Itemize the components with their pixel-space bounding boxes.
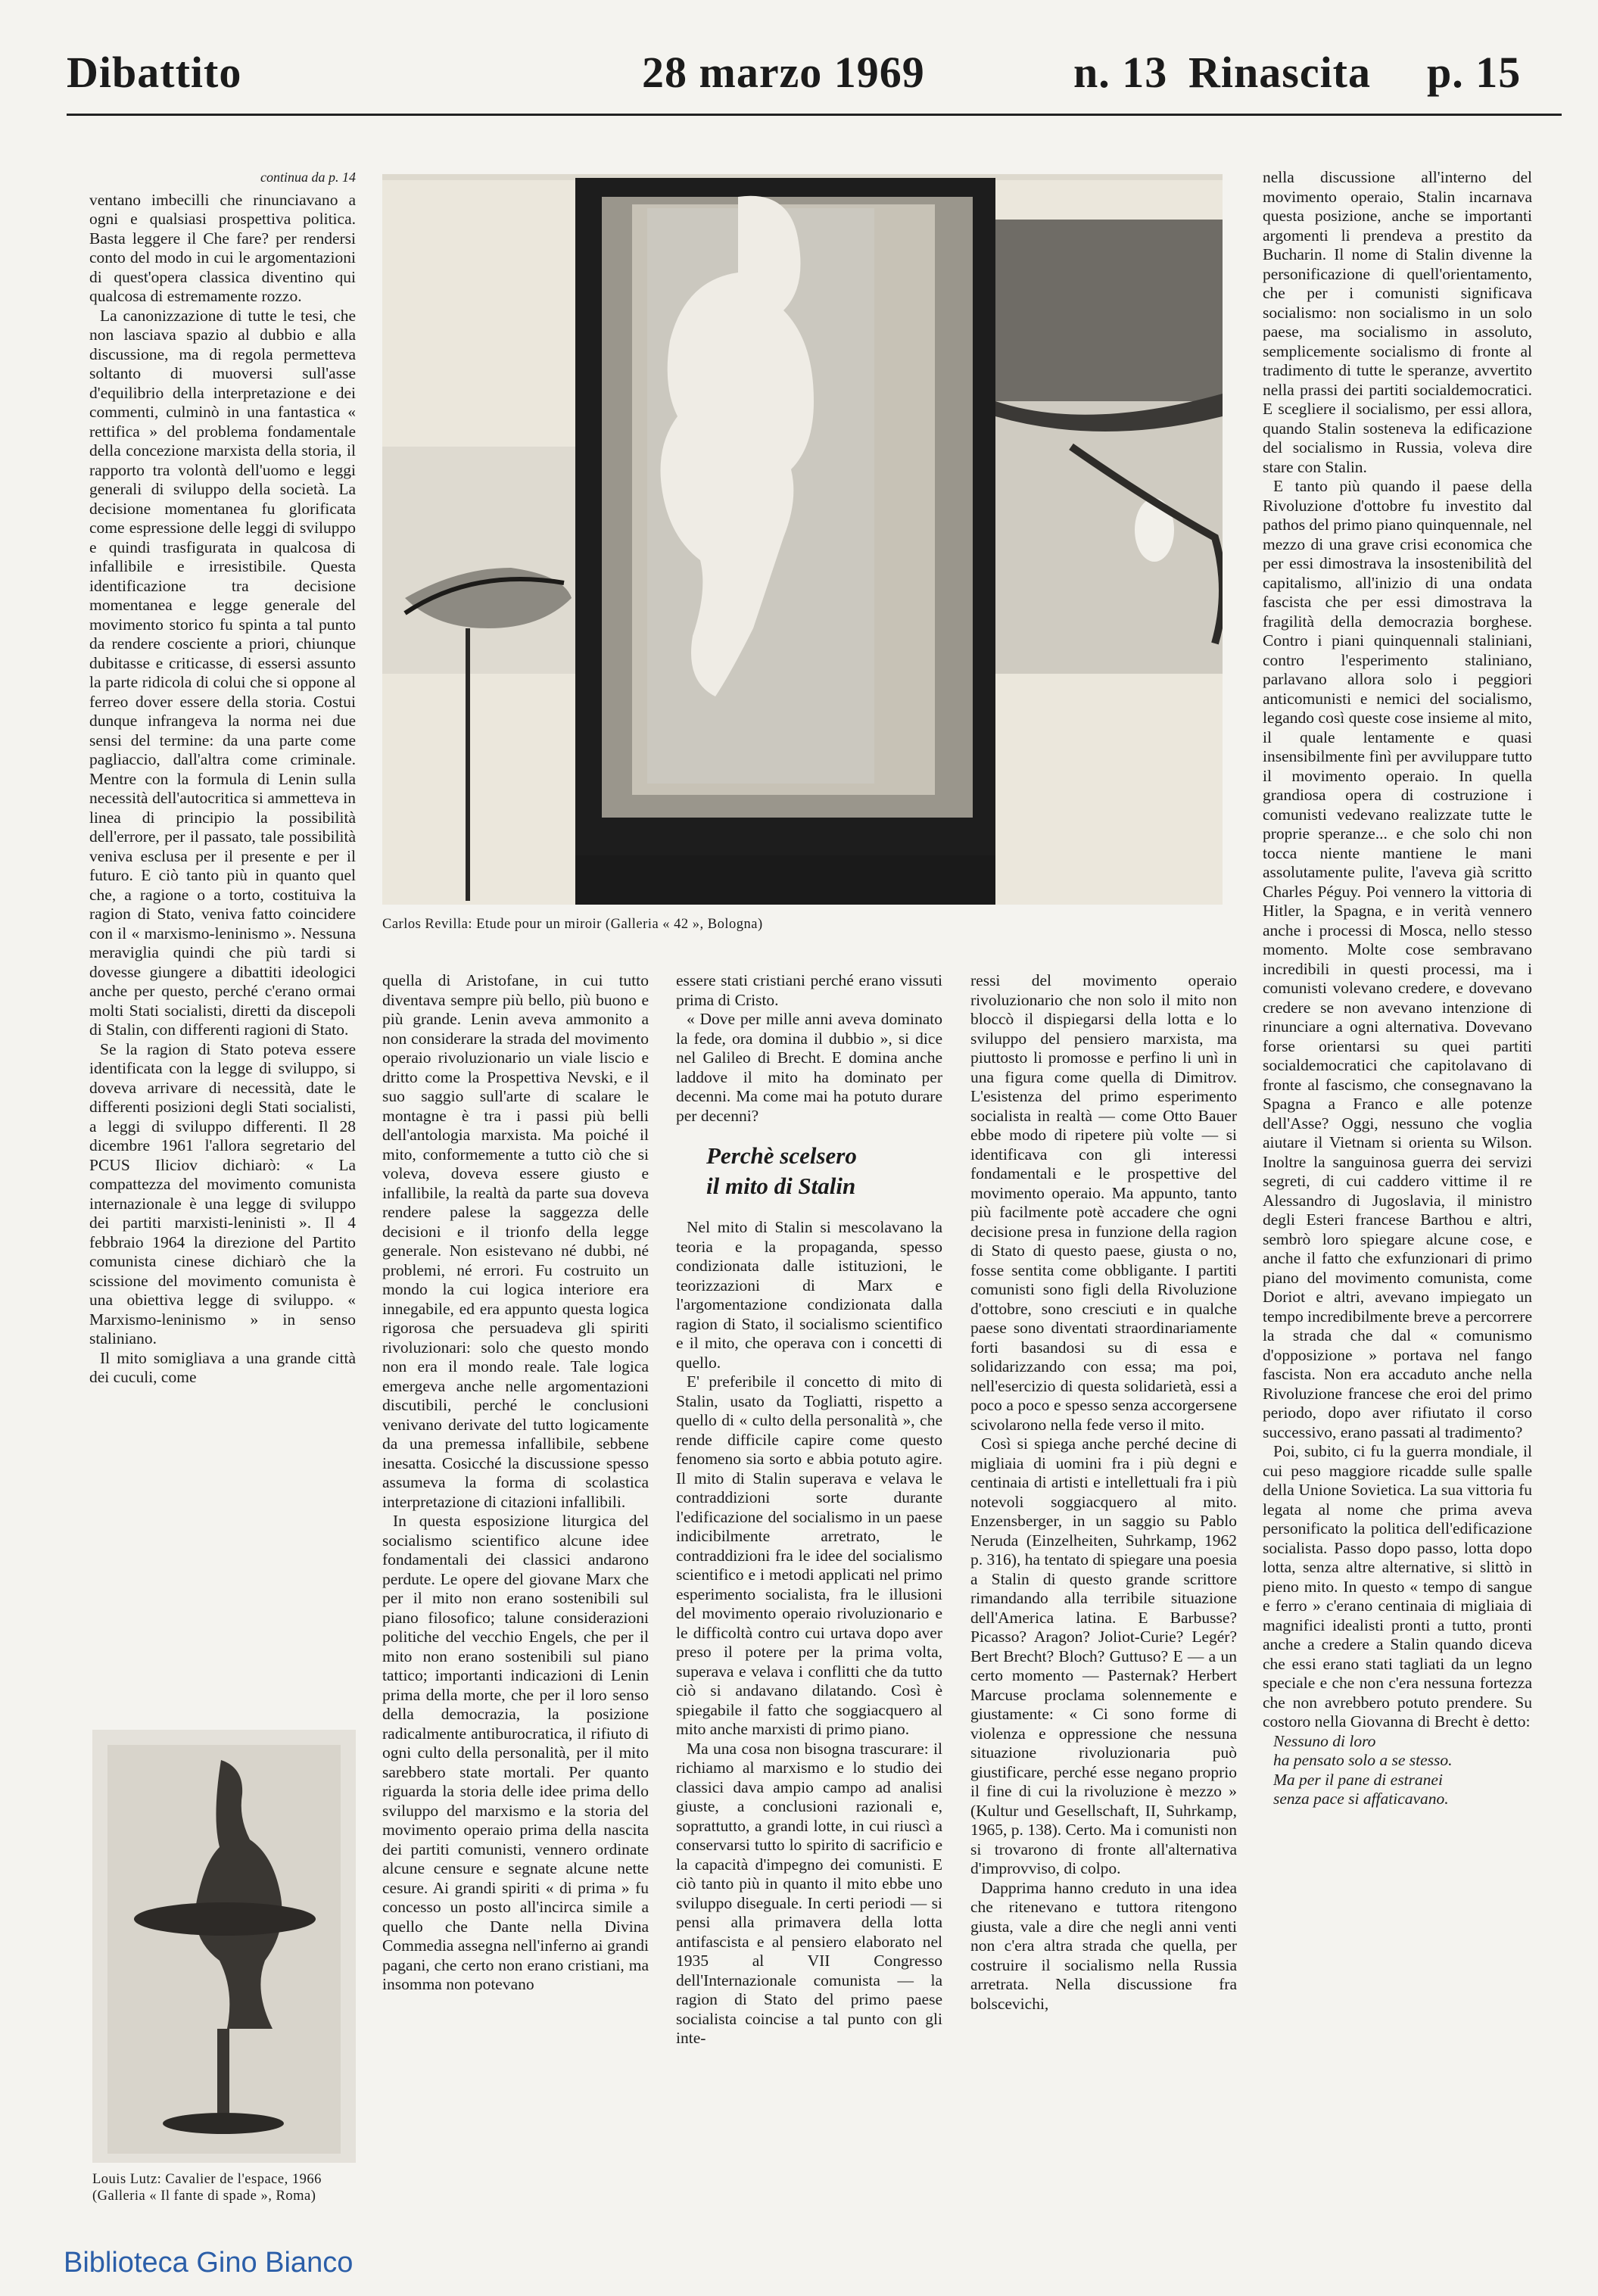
paragraph: In questa esposizione liturgica del socialismo scientifico alcune idee fondamentali dei classici andarono perdute. Le opere del giovane Marx che per il mito non erano sostenibili sul piano filosofico; talune considerazioni politiche del vecchio Engels, che per il mito non erano sostenibili sul piano tattico; importanti indicazioni di Lenin prima della morte, che per il loro senso della democrazia, la posizione radicalmente antiburocratica, il rifiuto di ogni culto della personalità, per il mito sarebbero state mortali. Per quanto riguarda la storia delle idee prima dello sviluppo del marxismo e la storia del movimento operaio prima della nascita dei partiti comunisti, vennero ordinate alcune censure e segnate alcune nette cesure. Ai grandi spiriti « di prima » fu concesso un posto all'incirca simile a quello che Dante nella Divina Commedia assegna nell'inferno ai grandi pagani, che certo non erano cristiani, ma insomma non potevano [382,1512,649,1993]
subheading-line: Perchè scelsero [706,1142,857,1169]
paragraph: La canonizzazione di tutte le tesi, che non lasciava spazio al dubbio e alla discussione, ma di regola permetteva soltanto di muoversi sull'asse d'equilibrio della interpretazione e dei commenti, culminò in una fantastica « rettifica » del problema fondamentale della concezione marxista della storia, il rapporto tra volontà dell'uomo e leggi generali di sviluppo della società. La decisione momentanea fu glorificata come espressione delle leggi di sviluppo e quindi trasfigurata in qualcosa di infallibile e irresistibile. Questa identificazione tra decisione momentanea e legge generale del movimento storico fu spinta a tal punto da rendere cosciente a priori, chiunque dubitasse e criticasse, di essersi assunto la parte ridicola di colui che si oppone al ferreo dover essere della storia. Costui dunque infrangeva la norma nei due sensi del termine: da una parte come pagliaccio, dall'altra come criminale. Mentre con la formula di Lenin sulla necessità dell'autocritica si ammetteva in linea di principio la possibilità dell'errore, per il passato, tale possibilità veniva esclusa per il presente e per il futuro. E ciò tanto più in quanto quel che, a ragione o a torto, costituiva la ragion di Stato, veniva fatto coincidere con il « marxismo-leninismo ». Nessuna meraviglia quindi che più tardi si dovesse giungere a dibattiti ideologici anche per questo, perché c'erano ormai molti Stati socialisti, diretti da discepoli di Stalin, con differenti ragioni di Stato. [89,306,356,1039]
page-number: p. 15 [1427,48,1522,97]
header-rule [67,114,1562,116]
column-5 [1263,168,1532,2280]
paragraph: Così si spiega anche perché decine di migliaia di uomini fra i più degni e centinaia di artisti e intellettuali fra i più notevoli soggiacquero al mito. Enzensberger, in un saggio su Pablo Neruda (Einzelheiten, Suhrkamp, 1962 p. 316), ha tentato di spiegare una poesia a Stalin di questo grande scrittore rimandando alla terribile situazione dell'America latina. E Barbusse? Picasso? Aragon? Joliot-Curie? Legér? Bert Brecht? Bloch? Guttuso? E — a un certo momento — Pasternak? Herbert Marcuse proclama solennemente e giustamente: « Ci sono forme di violenza e oppressione che nessuna situazione rivoluzionaria può giustificare, perché esse negano proprio il fine di cui la rivoluzione è mezzo » (Kultur und Gesellschaft, II, Suhrkamp, 1965, p. 138). Certo. Ma i comunisti non si trovarono di fronte all'alternativa d'improvviso, di colpo. [970,1435,1237,1877]
paragraph: Ma una cosa non bisogna trascurare: il richiamo al marxismo e lo studio dei classici dava ampio campo ad analisi giuste, a conclusioni razionali e, soprattutto, a grandi lotte, in cui riuscì a conservarsi tutto lo spirito di sacrificio e la capacità d'impegno dei comunisti. E ciò tanto più in quanto il mito ebbe uno sviluppo diseguale. In certi periodi — si pensi alla primavera della lotta antifascista e al pensiero elaborato nel 1935 al VII Congresso dell'Internazionale comunista — la ragion di Stato del primo paese socialista coincise a tal punto con gli inte- [676,1739,942,2047]
paragraph: essere stati cristiani perché erano vissuti prima di Cristo. [676,971,942,1009]
paragraph: ressi del movimento operaio rivoluzionario che non solo il mito non bloccò il dispiegarsi della lotta e lo sviluppo del pensiero marxista, ma piuttosto li promosse e perfino li unì in una figura come quella di Dimitrov. L'esistenza del primo esperimento socialista in realtà — come Otto Bauer ebbe modo di ripetere più volte — si identificava con gli interessi fondamentali e le prospettive del movimento operaio. Ma appunto, tanto più facilmente potè accadere che ogni decisione presa in funzione della ragion di Stato di questo paese, giusta o no, fosse sentita come obbligante. I partiti comunisti sono figli della Rivoluzione d'ottobre, sono cresciuti e in qualche paese sono diventati straordinariamente forti basandosi su di essa e solidarizzando con essa; ma poi, nell'esercizio di questa solidarietà, essi a poco a poco e spesso senza accorgersene scivolarono nella fede verso il mito. [970,971,1237,1434]
column-4 [970,971,1237,2273]
verse-line: Ma per il pane di estranei [1273,1770,1443,1789]
paragraph: quella di Aristofane, in cui tutto diventava sempre più bello, più buono e più grande. Lenin aveva ammonito a non considerare la strada del movimento operaio rivoluzionario un viale liscio e dritto come la Prospettiva Nevski, e il suo saggio sull'arte di scalare le montagne è tra i passi più belli dell'antologia marxista. Ma poiché il mito, conformemente a tutto ciò che si voleva, doveva essere giusto e infallibile, la realtà da parte sua doveva rendere palese la saggezza delle decisioni e il trionfo della legge generale. Non esistevano né dubbi, né problemi, né errori. Fu costruito un mondo la cui logica interiore era innegabile, ed era appunto questa logica rigorosa che persuadeva gli spiriti rivoluzionari: solo che questo mondo non era il mondo reale. Tale logica emergeva anche nelle argomentazioni discutibili, perché le conclusioni venivano derivate del tutto logicamente da una premessa infallibile, sebbene inesatta. Cosicché la discussione spesso assumeva la forma di scolastica interpretazione di citazioni infallibili. [382,971,649,1511]
section-subheading [706,1141,942,1201]
subheading-line: il mito di Stalin [706,1173,856,1199]
artwork-image [382,174,1223,905]
verse-line: senza pace si affaticavano. [1273,1790,1449,1808]
paragraph: « Dove per mille anni aveva dominato la fede, ora domina il dubbio », si dice nel Galileo di Brecht. E domina anche laddove il mito ha dominato per decenni. Ma come mai ha potuto durare per decenni? [676,1010,942,1125]
verse-line: ha pensato solo a se stesso. [1273,1751,1453,1769]
issue-date: 28 marzo 1969 [642,48,925,97]
paragraph: Poi, subito, ci fu la guerra mondiale, il cui peso maggiore ricadde sulle spalle della Unione Sovietica. La sua vittoria fu legata al nome che prima aveva personificato la politica dell'edificazione socialista. Passo dopo passo, lotta dopo lotta, senza altre alternative, si slittò in pieno mito. In questo « tempo di sangue e ferro » c'erano centinaia di migliaia di magnifici idealisti pronti a tutto, pronti anche a credere a Stalin quando diceva che essi erano stati tagliati da un legno speciale e che non c'era nessuna fortezza che non avrebbero potuto prendere. Su costoro nella Giovanna di Brecht è detto: [1263,1442,1532,1731]
sculpture-figure [92,1730,356,2163]
library-watermark: Biblioteca Gino Bianco [64,2247,354,2279]
poem-quote [1263,1732,1532,1809]
magazine-name: Rinascita [1188,48,1371,97]
section-title: Dibattito [67,48,242,97]
main-artwork-caption: Carlos Revilla: Etude pour un miroir (Galleria « 42 », Bologna) [382,917,763,932]
paragraph: E tanto più quando il paese della Rivoluzione d'ottobre fu investito dal pathos del primo piano quinquennale, nel mezzo di una grave crisi economica che per essi dimostrava la insostenibilità del capitalismo, all'inizio di una ondata fascista che per essi dimostrava la fragilità della democrazia borghese. Contro i piani quinquennali staliniani, contro l'esperimento staliniano, parlavano allora solo i peggiori anticomunisti e nemici del socialismo, legando così queste cose insieme al mito, il quale lentamente e quasi insensibilmente finì per avviluppare tutto il movimento operaio. In quella grandiosa opera di costruzione i comunisti vedevano realizzate tutte le proprie speranze... e che solo chi non tocca niente mantiene le mani assolutamente pulite, l'aveva già scritto Charles Péguy. Poi vennero la vittoria di Hitler, la Spagna, e in verità vennero anche i processi di Mosca, nello stesso momento. Molte cose sembravano incredibili in questi processi, ma i comunisti volevano credere, e dovevano credere se non avevano intenzione di rinunciare a ogni alternativa. Dovevano forse orientarsi su quei partiti socialdemocratici che capitolavano di fronte al fascismo, che consegnavano la Spagna a Franco e alle potenze dell'Asse? Oggi, nessuno che voglia aiutare il Vietnam si orienta su Wilson. Inoltre la sanguinosa guerra dei servizi segreti, di cui caddero vittime il re Alessandro di Jugoslavia, il ministro degli Esteri francese Barthou e altri, sembrò loro spiegare alcune cose, e anche il fatto che exfunzionari di primo piano del movimento comunista, come Doriot e altri, avevano impiegato un tempo incredibilmente breve a percorrere la strada che dal « comunismo d'opposizione » portava nel fango fascista. Non era accaduto anche nella Rivoluzione francese che eroi del primo periodo, dopo aver rifiutato il corso successivo, erano passati al tradimento? [1263,477,1532,1441]
column-2 [382,971,649,2273]
main-artwork [382,174,1223,905]
paragraph: Nel mito di Stalin si mescolavano la teoria e la propaganda, spesso condizionata dalle istituzioni, le teorizzazioni di Marx e l'argomentazione condizionata dalla ragion di Stato, il socialismo scientifico e il mito, che operava con i concetti di quello. [676,1218,942,1372]
paragraph: ventano imbecilli che rinunciavano a ogni e qualsiasi prospettiva politica. Basta leggere il Che fare? per rendersi conto del modo in cui le argomentazioni di quest'opera classica diventino qui qualcosa di estremamente rozzo. [89,190,356,305]
paragraph: Dapprima hanno creduto in una idea che ritenevano e tuttora ritengono giusta, vale a dire che negli anni venti non c'era altra strada che quella, per costruire il socialismo nella Russia arretrata. Nella discussione fra bolscevichi, [970,1878,1237,2013]
column-1 [89,168,356,1705]
paragraph: Il mito somigliava a una grande città dei cuculi, come [89,1348,356,1386]
paragraph: E' preferibile il concetto di mito di Stalin, usato da Togliatti, rispetto a quello di « culto della personalità », che rende difficile capire come questo fenomeno sia sorto e abbia potuto agire. Il mito di Stalin superava e velava le contraddizioni sorte durante l'edificazione del socialismo in un paese indicibilmente arretrato, le contraddizioni fra le idee del socialismo scientifico e i metodi applicati nel primo esperimento socialista, fra le illusioni del movimento operaio rivoluzionario e le difficoltà contro cui urtava dopo aver preso il potere per la prima volta, superava e velava i conflitti che da tutto ciò si andavano dilatando. Così è spiegabile il fatto che soggiacquero al mito anche marxisti di primo piano. [676,1372,942,1738]
paragraph: Se la ragion di Stato poteva essere identificata con la legge di sviluppo, si doveva arrivare di necessità, date le differenti posizioni degli Stati socialisti, a leggi di sviluppo differenti. Il 28 dicembre 1961 l'allora segretario del PCUS Iliciov dichiarò: « La compattezza del movimento comunista internazionale è una legge di sviluppo dei partiti marxisti-leninisti ». Il 4 febbraio 1964 la direzione del Partito comunista cinese dichiarò che la scissione del movimento comunista è una obiettiva legge di sviluppo. « Marxismo-leninismo » in senso staliniano. [89,1039,356,1347]
issue-number: n. 13 [1073,48,1168,97]
sculpture-photo [92,1730,356,2163]
column-3 [676,971,942,2273]
continued-note: continua da p. 14 [260,170,356,185]
paragraph: nella discussione all'interno del movimento operaio, Stalin incarnava questa posizione, anche se importanti argomenti li prendeva a prestito da Bucharin. Il nome di Stalin divenne la personificazione di quell'orientamento, che per i comunisti significava socialismo: non socialismo in un solo paese, ma socialismo in assoluto, semplicemente socialismo di fronte al tradimento di tutte le speranze, avvertito nella prassi dei partiti socialdemocratici. E scegliere il socialismo, per essi allora, quando Stalin sosteneva la edificazione del socialismo in Russia, voleva dire stare con Stalin. [1263,168,1532,476]
verse-line: Nessuno di loro [1273,1731,1376,1750]
sculpture-caption: Louis Lutz: Cavalier de l'espace, 1966 (Galleria « Il fante di spade », Roma) [92,2172,322,2204]
